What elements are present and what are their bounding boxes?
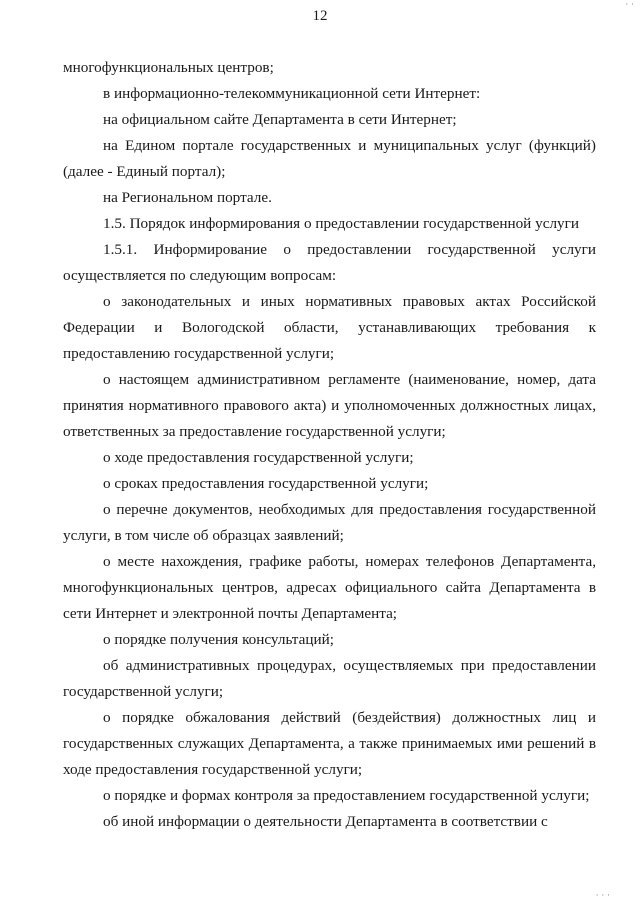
paragraph: о сроках предоставления государственной услуги; [103, 475, 429, 492]
paragraph: о ходе предоставления государственной услуги; [103, 449, 414, 466]
paragraph: о настоящем административном регламенте (наименование, номер, дата принятия нормативного правового акта) и уполномоченных должностных лицах, ответственных за предоставление государственной услуги; [63, 371, 596, 440]
paragraph: об административных процедурах, осуществляемых при предоставлении государственной услуги; [63, 657, 596, 700]
paragraph: на Региональном портале. [103, 189, 272, 206]
scan-artifact-top: · · [625, 0, 634, 10]
paragraph: о порядке обжалования действий (бездействия) должностных лиц и государственных служащих Департамента, а также принимаемых ими решений в ходе предоставления государственной услуги; [63, 709, 596, 778]
paragraph: о месте нахождения, графике работы, номерах телефонов Департамента, многофункциональных центров, адресах официального сайта Департамента в сети Интернет и электронной почты Департамента; [63, 553, 596, 622]
scan-artifact-bottom: · · · [595, 891, 610, 901]
paragraph: в информационно-телекоммуникационной сети Интернет: [103, 85, 481, 102]
paragraph: о порядке получения консультаций; [103, 631, 334, 648]
paragraph: о порядке и формах контроля за предоставлением государственной услуги; [103, 787, 590, 804]
paragraph: на официальном сайте Департамента в сети Интернет; [103, 111, 457, 128]
paragraph: о перечне документов, необходимых для предоставления государственной услуги, в том числе об образцах заявлений; [63, 501, 596, 544]
page-number: 12 [312, 8, 328, 24]
paragraph: о законодательных и иных нормативных правовых актах Российской Федерации и Вологодской области, устанавливающих требования к предоставлению государственной услуги; [63, 293, 596, 362]
section-heading: 1.5. Порядок информирования о предоставлении государственной услуги [103, 215, 579, 232]
paragraph: многофункциональных центров; [63, 59, 274, 76]
paragraph: об иной информации о деятельности Департамента в соответствии с [103, 813, 548, 830]
paragraph: на Едином портале государственных и муниципальных услуг (функций) (далее - Единый портал); [63, 137, 596, 180]
paragraph: 1.5.1. Информирование о предоставлении государственной услуги осуществляется по следующим вопросам: [63, 241, 596, 284]
document-body [63, 55, 596, 835]
